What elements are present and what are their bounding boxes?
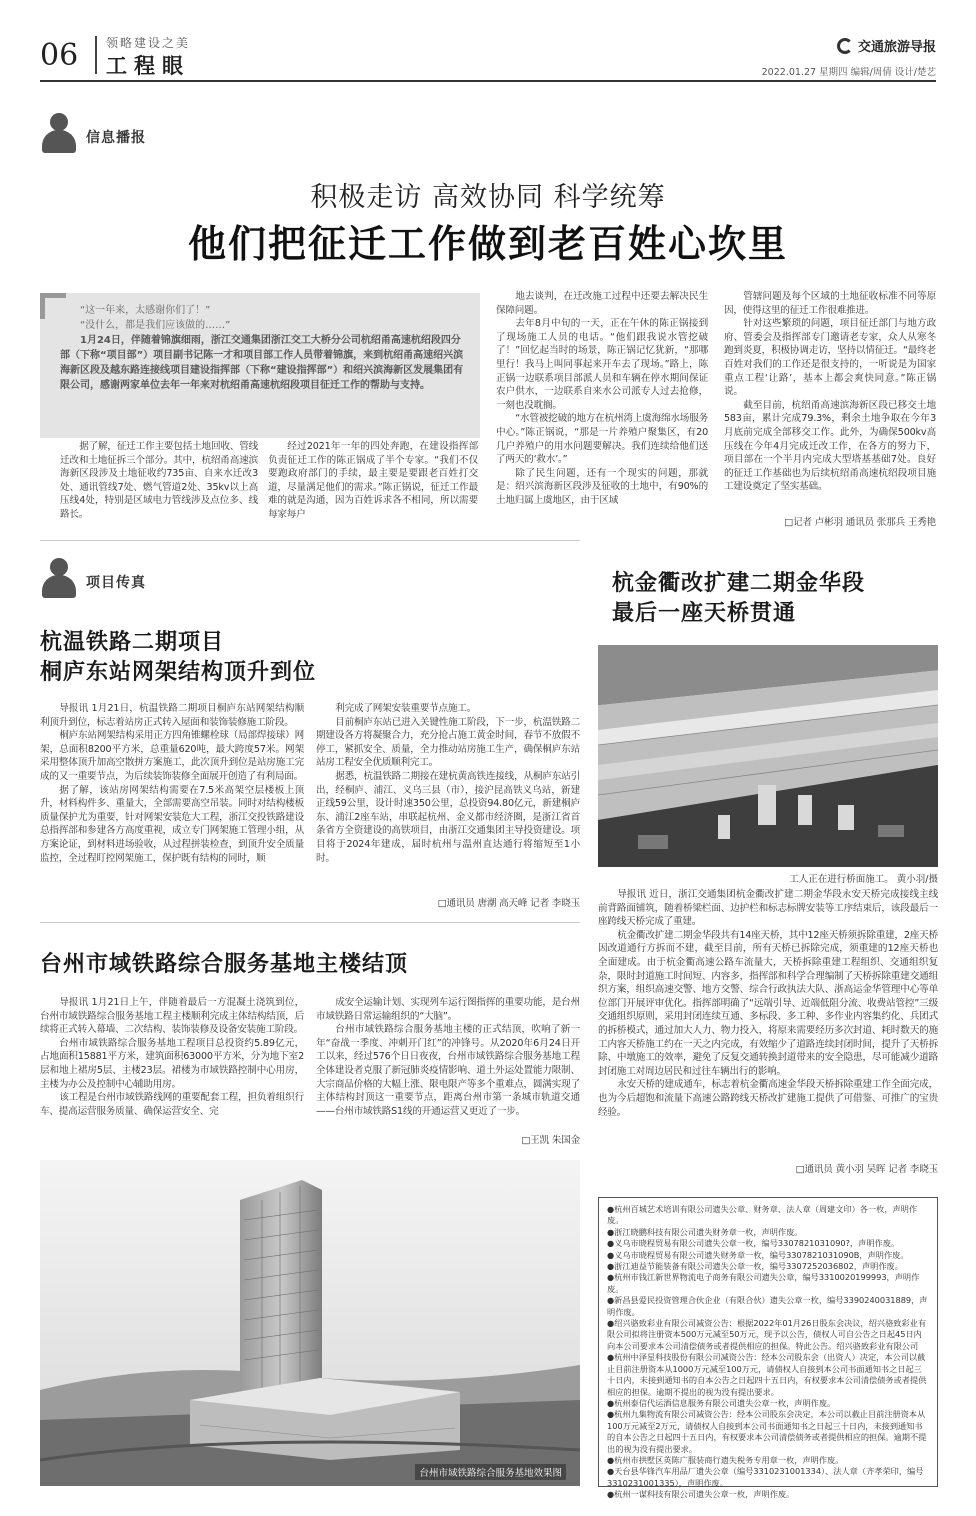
notice-item: ●杭州中泽星科技股份有限公司减资公告：经本公司股东会（出资人）决定，本公司以截止目前注册资本从1000万元减至100万元，请债权人自接到本公司书面通知书之日起三十日内，未接到通知书的自本公告之日起四十五日内，有权要求本公司清偿债务或者提供相应的担保。逾期不提出的视为没有提出要求。 — [607, 1352, 927, 1397]
header-subtitle: 领略建设之美 — [106, 36, 191, 50]
paragraph: 桐庐东站网架结构采用正方四角锥螺栓球（局部焊接球）网架，总面积8200平方米，总重量620吨，最大跨度57米。网架采用整体顶升加高空散拼方案施工，此次顶升到位是站房施工完成的又一重要节点，为后续装饰装修全面展开创造了有利局面。 — [40, 730, 304, 782]
paragraph: 管辖问题及每个区域的土地征收标准不同等原因，使得这里的征迁工作很难推进。 — [724, 291, 936, 316]
page-number: 06 — [40, 38, 79, 73]
title-line: 杭金衢改扩建二期金华段 — [612, 571, 866, 596]
notice-item: ●义乌市晓程贸易有限公司遗失公章一枚，编号3307821031090?，声明作废。 — [607, 1238, 900, 1249]
lead-deck: 积极走访 高效协同 科学统筹 — [310, 182, 666, 213]
taizhou-col-2 — [316, 996, 580, 1118]
paragraph: 据悉，杭温铁路二期接在建杭黄高铁连接线，从桐庐东站引出，经桐庐、浦江、义乌三县（市），接沪昆高铁义乌站，新建正线59公里，设计时速350公里，总投资94.80亿元，新建桐庐东、浦江2座车站，串联起杭州、金义都市经济圈，是浙江省首条省方全资建设的高铁项目，由浙江交通集团主导投资建设。项目将于2024年建成，届时杭州与温州直达通行将缩短至1小时。 — [316, 770, 580, 864]
story-divider — [40, 922, 580, 923]
paragraph: 台州市域铁路综合服务基地工程项目总投资约5.89亿元，占地面积15881平方米，建筑面积63000平方米，分为地下室2层和地上裙房5层、主楼23层。裙楼为市域铁路控制中心用房，主楼为办公及控制中心辅助用房。 — [40, 1037, 304, 1090]
notice-item: ●杭州市钱江新世界物流电子商务有限公司遗失公章，编号3310020199993，声明作废。 — [607, 1272, 920, 1294]
photo-caption: 台州市域铁路综合服务基地效果图 — [415, 1464, 566, 1480]
column-title: 工程眼 — [106, 54, 190, 78]
lead-col-1 — [60, 440, 258, 522]
hangwen-col-2 — [316, 702, 580, 865]
hangwen-byline: □通讯员 唐潮 高天峰 记者 李晓玉 — [437, 898, 580, 909]
notice-item: ●杭州市拱墅区英陈广服装商行遗失税务专用章一枚，声明作废。 — [607, 1454, 844, 1465]
paragraph: 目前桐庐东站已进入关键性施工阶段，下一步，杭温铁路二期建设各方将凝聚合力，充分抢占施工黄金时间，春节不放假不停工，紧抓安全、质量，全力推动站房施工生产，确保桐庐东站站房工程安全优质顺利完工。 — [316, 716, 580, 769]
brand-logo — [837, 36, 936, 55]
bridge-construction-photo — [598, 645, 938, 867]
notice-item: ●杭州一谋科技有限公司遗失公章一枚，声明作废。 — [607, 1489, 795, 1500]
paragraph: 杭金衢改扩建二期金华段共有14座天桥，其中12座天桥须拆除重建，2座天桥因改道通行方拆而不建，截至目前，所有天桥已拆除完成，须重建的12座天桥也全面建成。由于杭金衢高速公路车流量大，天桥拆除重建工程组织、交通组织复杂，限时封道施工时间短、内容多，指挥部和科学合理编制了天桥拆除重建交通组织方案，组织高速交警、地方交警、综合行政执法大队、浙高运金华管理中心等单位部门开展评审优化。指挥部明确了“远端引导、近端低阻分流、收费站管控”三级交通组织原则，采用封闭连续互通、多标段、多工种、多作业内容集约化、兵团式的拆桥模式，通过加大人力、物力投入，将原来需要经历多次封道、耗时数天的施工内容天桥施工约在一天之内完成，有效缩少了道路连续封闭时间，提升了天桥拆除、中墩施工的效率，避免了反复交通转换封道带来的安全隐患，尽可能减少道路封闭施工对周边居民和过往车辆出行的影响。 — [598, 929, 938, 1077]
worker-icon — [40, 558, 78, 598]
paragraph: 成安全运输计划、实现列车运行图指挥的重要功能，是台州市域铁路日常运输组织的“大脑”。 — [316, 997, 580, 1022]
section-label: 信息播报 — [86, 130, 146, 146]
paragraph: 利完成了网架安装重要节点施工。 — [335, 703, 477, 714]
section-header-projects — [40, 558, 146, 598]
lead-col-4 — [724, 290, 936, 494]
hangwen-col-1 — [40, 702, 304, 865]
worker-icon — [40, 113, 78, 153]
brand-icon — [837, 38, 853, 54]
paragraph: 导报讯 近日，浙江交通集团杭金衢改扩建二期金华段永安天桥完成接线主线前背路面铺筑，随着桥梁栏面、边护栏和标志标牌安装等工序结束后，该段最后一座跨线天桥完成了重建。 — [598, 889, 938, 928]
notice-item: ●绍兴骆致彩业有限公司减资公告：根据2022年01月26日股东会决议，绍兴骆致彩业有限公司拟将注册资本500万元减至50万元，现予以公告，债权人可自公告之日起45日内向本公司要求本公司清偿债务或者提供相应的担保。特此公告。绍兴骆致彩业有限公司 — [607, 1318, 927, 1351]
paragraph: 除了民生问题，还有一个现实的问题，那就是：绍兴滨海新区段涉及征收的土地中，有90%的土地归属上虞地区，由于区域 — [496, 467, 708, 506]
taizhou-title: 台州市域铁路综合服务基地主楼结顶 — [40, 952, 409, 977]
title-line: 杭温铁路二期项目 — [40, 630, 225, 655]
lead-col-3 — [496, 290, 708, 508]
hangwen-title — [40, 628, 580, 688]
intro-quote: “没什么，都是我们应该做的……” — [80, 320, 231, 331]
paragraph: 永安天桥的建成通车，标志着杭金衢高速金华段天桥拆除重建工作全面完成，也为今后超饱和流量下高速公路跨线天桥改扩建施工提供了可借鉴、可推广的宝贵经验。 — [598, 1079, 938, 1118]
paragraph: 去年8月中旬的一天，正在午休的陈正锅接到了现场施工人员的电话。“他们跟我说水管挖破了！”回忆起当时的场景，陈正锅记忆犹新，“那哪里行！我马上叫同事起来开车去了现场。”路上，陈正锅一边联系项目部派人员和车辆在停水期间保证农户供水，一边联系自来水公司派专人过去抢修，一刻也没耽搁。 — [496, 318, 708, 411]
paragraph: 台州市域铁路综合服务基地主楼的正式结顶，吹响了新一年“奋战一季度、冲刺开门红”的冲锋号。从2020年6月24日开工以来，经过576个日日夜夜，台州市域铁路综合服务基地工程全体建设者克服了新冠肺炎疫情影响、道土外运处置能力限制、大宗商品价格的大幅上涨、限电限产等多个重难点，圆满实现了主体结构封顶这一重要节点，距离台州市第一条城市轨道交通——台州市域铁路S1线的开通运营又更近了一步。 — [316, 1024, 580, 1117]
bridge-photo-caption: 工人正在进行桥面施工。 黄小羽/摄 — [789, 874, 938, 885]
taizhou-byline: □王凯 朱国金 — [521, 1135, 580, 1146]
paragraph: 该工程是台州市域铁路线网的重要配套工程，担负着组织行车、提高运营服务质量、确保运营安全、完 — [40, 1092, 304, 1117]
intro-quote: “这一年来，太感谢你们了！” — [80, 305, 211, 316]
header-rule — [40, 80, 936, 82]
paragraph: 截至目前，杭绍甬高速滨海新区段已移交土地583亩，累计完成79.3%，剩余土地争取在今年3月底前完成全部移交工作。此外，为确保500kv高压线在今年4月完成迁改工作，在各方的努力下，项目部在一个半月内完成大型塔基基础7处。良好的征迁工作基础也为后续杭绍甬高速杭绍段项目施工建设奠定了坚实基础。 — [724, 399, 936, 493]
lead-headline: 他们把征迁工作做到老百姓心坎里 — [187, 222, 788, 266]
date-line: 2022.01.27 星期四 编辑/周倩 设计/楚艺 — [761, 67, 936, 78]
title-line: 桐庐东站网架结构顶升到位 — [40, 660, 317, 685]
intro-text — [60, 303, 470, 393]
notice-item: ●义乌市晓程贸易有限公司遗失财务章一枚，编号3307821031090B，声明作废。 — [607, 1249, 909, 1260]
paragraph: 据了解，该站房网架结构需要在7.5米高架空层楼板上顶升，材料构件多、重量大，全部需要高空吊装。同时对结构楼板质量保护尤为重要，针对网架安装危大工程，浙江交投铁路建设总指挥部和参建各方高度重视，成立专门网架施工管理小组，从方案论证，到材料进场验收，从过程拼装检查，到顶升安全质量监控，全过程盯控网架施工，保护既有结构的同时，顺 — [40, 784, 304, 864]
lead-byline: □记者 卢彬羽 通讯员 张那兵 王秀艳 — [784, 517, 936, 528]
header-divider — [95, 36, 97, 74]
section-label: 项目传真 — [86, 575, 146, 591]
title-line: 最后一座天桥贯通 — [612, 601, 797, 626]
notice-item: ●新昌县爱民投资管理合伙企业（有限合伙）遗失公章一枚，编号3390240031889，声明作废。 — [607, 1295, 928, 1317]
hangjinqu-body — [598, 888, 938, 1119]
paragraph: 经过2021年一年的四处奔跑，在建设指挥部负责征迁工作的陈正锅成了半个专家。“我们不仅要跑政府部门的手续，最主要是要跟老百姓打交道，尽量满足他们的需求。”陈正锅说，征迁工作最难的就是沟通，因为百姓诉求各不相同，所以需要每家每户 — [268, 441, 478, 520]
paragraph: 据了解，征迁工作主要包括土地回收、管线迁改和土地征拆三个部分。其中，杭绍甬高速滨海新区段涉及土地征收约735亩、自来水迁改3处、通讯管线7处、燃气管道2处、35kv以上高压线4处，特别是区域电力管线涉及点位多、线路长。 — [60, 441, 258, 520]
building-render-image — [40, 1160, 580, 1486]
notice-item: ●杭州百城艺术培训有限公司遗失公章、财务章、法人章（周建文印）各一枚，声明作废。 — [607, 1204, 918, 1226]
paragraph: 地去谈判，在迁改施工过程中还要去解决民生保障问题。 — [496, 291, 708, 316]
lead-col-2 — [268, 440, 478, 522]
paragraph: “水管被挖破的地方在杭州湾上虞海绵水场服务中心。”陈正锅说，“那是一片养殖户聚集区，有20几户养殖户的用水问题要解决。我们连续给他们送了两天的‘救水’。” — [496, 413, 708, 466]
notice-item: ●天台县华锋汽车用品厂遗失公章（编号3310231001334）、法人章（齐孝荣印，编号3310231001335），声明作废。 — [607, 1466, 924, 1488]
section-divider — [40, 540, 580, 541]
taizhou-col-1 — [40, 996, 304, 1118]
notice-item: ●浙江晓鹏科技有限公司遗失财务章一枚，声明作废。 — [607, 1226, 803, 1237]
paragraph: 导报讯 1月21日，杭温铁路二期项目桐庐东站网架结构顺利顶升到位，标志着站房正式转入屋面和装饰装修施工阶段。 — [40, 703, 304, 728]
notice-item: ●杭州九集物流有限公司减资公告：经本公司股东会决定，本公司以截止目前注册资本从100万元减至2万元，请债权人自接到本公司书面通知书之日起三十日内，未接到通知书的自本公告之日起四十五日内，有权要求本公司清偿债务或者提供相应的担保。逾期不提出的视为没有提出要求。 — [607, 1409, 927, 1454]
hangjinqu-byline: □通讯员 黄小羽 吴晖 记者 李晓玉 — [795, 1164, 938, 1175]
notices-box — [598, 1197, 938, 1500]
intro-lead: 1月24日，伴随着锦旗细雨，浙江交通集团浙江交工大桥分公司杭绍甬高速杭绍段四分部（下称“项目部”）项目副书记陈一才和项目部工作人员带着锦旗，来到杭绍甬高速绍兴滨海新区段及越东路连接线项目建设指挥部（下称“建设指挥部”）和绍兴滨海新区发展集团有限公司，感谢两家单位去年一年来对杭绍甬高速杭绍段项目征迁工作的帮助与支持。 — [60, 335, 464, 391]
taizhou-building-photo — [40, 1160, 580, 1486]
hangjinqu-title — [612, 569, 938, 629]
notice-item: ●浙江迪益节能装备有限公司遗失公章一枚，编号3307252036802，声明作废。 — [607, 1261, 903, 1272]
paragraph: 针对这些繁琐的问题，项目征迁部门与地方政府、管委会及指挥部专门邀请老专家，众人从寒冬跑到炎夏，积极协调走访，坚持以情征迁。“最终老百姓对我们的工作还是很支持的，一听说是为国家重点工程‘让路’，基本上都会爽快同意。”陈正锅说。 — [724, 318, 936, 398]
brand-name: 交通旅游导报 — [857, 40, 936, 55]
bridge-image — [598, 645, 938, 867]
section-header-info — [40, 113, 936, 153]
notice-item: ●杭州泰信代运酒信息服务有限公司遗失公章一枚，声明作废。 — [607, 1397, 836, 1408]
paragraph: 导报讯 1月21日上午，伴随着最后一方混凝土浇筑到位，台州市域铁路综合服务基地工程主楼顺利完成主体结构结顶，后续将正式转入幕墙、二次结构、装饰装修及设备安装施工阶段。 — [40, 997, 304, 1036]
